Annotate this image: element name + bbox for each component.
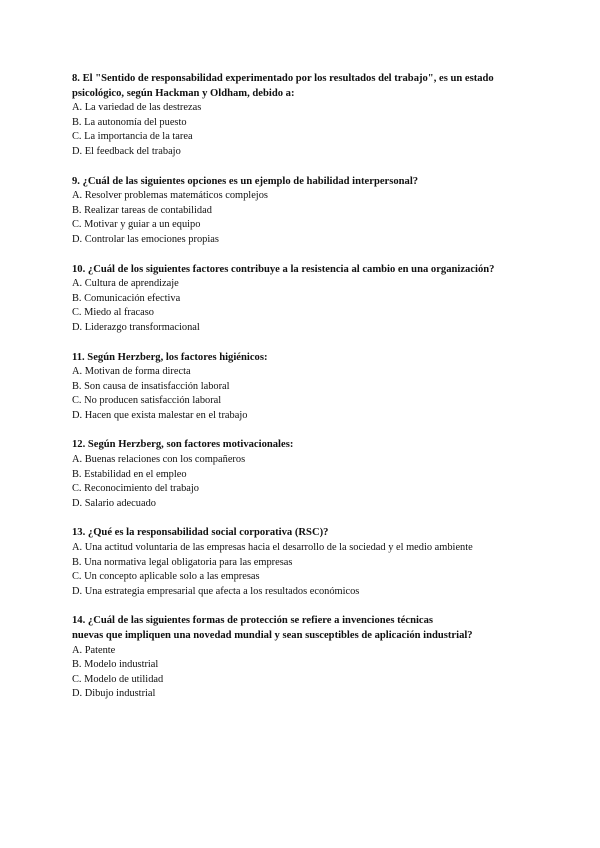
option-a: A. Una actitud voluntaria de las empresas hacia el desarrollo de la sociedad y el medio ambiente: [72, 542, 473, 554]
question-13: [72, 526, 542, 599]
question-title: 12. Según Herzberg, son factores motivacionales:: [72, 439, 294, 451]
option-a: A. Resolver problemas matemáticos complejos: [72, 190, 268, 202]
question-title-continued: nuevas que impliquen una novedad mundial y sean susceptibles de aplicación industrial?: [72, 630, 473, 641]
option-d: D. Controlar las emociones propias: [72, 233, 219, 245]
option-a: A. La variedad de las destrezas: [72, 102, 202, 114]
question-title-continued: psicológico, según Hackman y Oldham, debido a:: [72, 87, 295, 99]
question-12: [72, 438, 542, 511]
option-d: D. El feedback del trabajo: [72, 145, 181, 157]
question-title: 8. El "Sentido de responsabilidad experimentado por los resultados del trabajo", es un estado: [72, 73, 494, 84]
question-title: 11. Según Herzberg, los factores higiénicos:: [72, 351, 268, 363]
question-8: [72, 72, 542, 160]
option-b: B. Realizar tareas de contabilidad: [72, 204, 212, 216]
option-b: B. Estabilidad en el empleo: [72, 468, 187, 480]
option-d: D. Salario adecuado: [72, 497, 156, 509]
option-c: C. Un concepto aplicable solo a las empresas: [72, 571, 260, 583]
option-c: C. Miedo al fracaso: [72, 307, 154, 319]
option-d: D. Una estrategia empresarial que afecta a los resultados económicos: [72, 585, 360, 597]
option-c: C. La importancia de la tarea: [72, 131, 193, 143]
question-title: 9. ¿Cuál de las siguientes opciones es un ejemplo de habilidad interpersonal?: [72, 175, 419, 187]
question-14: [72, 614, 542, 702]
option-b: B. La autonomía del puesto: [72, 116, 187, 128]
option-b: B. Comunicación efectiva: [72, 292, 181, 304]
question-title: 10. ¿Cuál de los siguientes factores contribuye a la resistencia al cambio en una organización?: [72, 263, 495, 275]
question-title: 14. ¿Cuál de las siguientes formas de protección se refiere a invenciones técnicas: [72, 615, 434, 627]
option-d: D. Liderazgo transformacional: [72, 321, 200, 333]
option-c: C. Reconocimiento del trabajo: [72, 483, 199, 495]
option-c: C. Motivar y guiar a un equipo: [72, 219, 201, 231]
document-page: [72, 72, 542, 717]
option-c: C. Modelo de utilidad: [72, 673, 164, 685]
question-11: [72, 351, 542, 424]
option-b: B. Una normativa legal obligatoria para las empresas: [72, 556, 293, 568]
question-9: [72, 175, 542, 248]
option-a: A. Cultura de aprendizaje: [72, 278, 179, 290]
option-a: A. Motivan de forma directa: [72, 366, 191, 378]
option-b: B. Modelo industrial: [72, 659, 159, 671]
option-d: D. Hacen que exista malestar en el trabajo: [72, 409, 248, 421]
question-10: [72, 263, 542, 336]
option-a: A. Patente: [72, 644, 116, 656]
option-a: A. Buenas relaciones con los compañeros: [72, 454, 246, 466]
option-d: D. Dibujo industrial: [72, 688, 156, 700]
option-c: C. No producen satisfacción laboral: [72, 395, 222, 407]
question-title: 13. ¿Qué es la responsabilidad social corporativa (RSC)?: [72, 527, 329, 539]
option-b: B. Son causa de insatisfacción laboral: [72, 380, 230, 392]
